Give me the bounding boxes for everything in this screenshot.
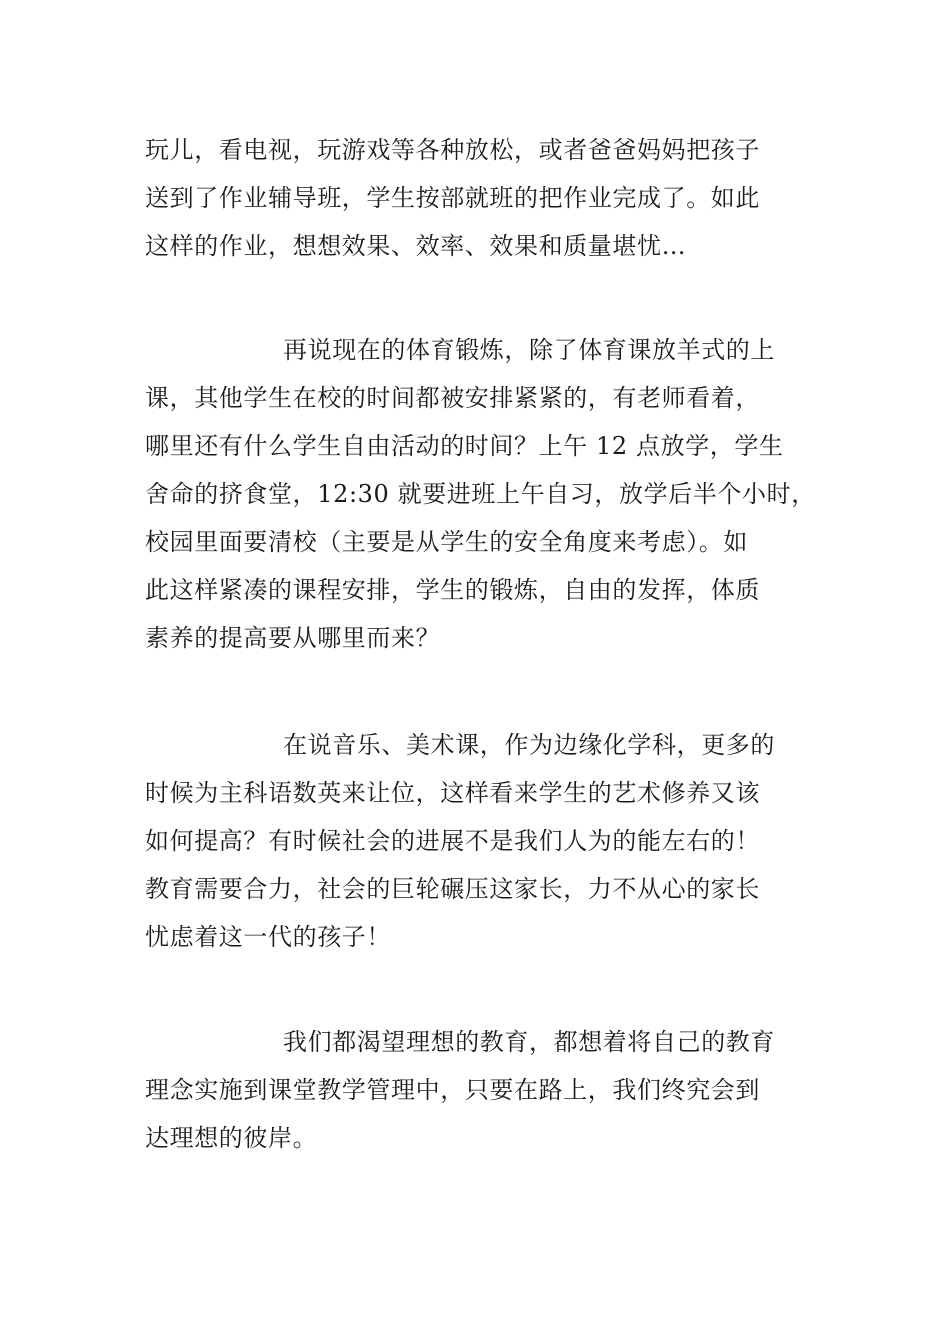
paragraph-music-art: [145, 721, 835, 961]
text-line: 哪里还有什么学生自由活动的时间？上午 12 点放学，学生: [145, 432, 784, 460]
paragraph-ideal-education: [145, 1018, 835, 1162]
text-line: 送到了作业辅导班，学生按部就班的把作业完成了。如此: [145, 184, 760, 212]
text-line: 素养的提高要从哪里而来？: [145, 624, 441, 652]
text-line: 达理想的彼岸。: [145, 1124, 318, 1152]
paragraph-homework: [145, 126, 835, 270]
text-line: 教育需要合力，社会的巨轮碾压这家长，力不从心的家长: [145, 875, 760, 903]
text-line: 在说音乐、美术课，作为边缘化学科，更多的: [283, 731, 775, 759]
text-line: 校园里面要清校（主要是从学生的安全角度来考虑）。如: [145, 528, 748, 556]
text-line: 再说现在的体育锻炼，除了体育课放羊式的上: [283, 336, 775, 364]
text-line: 我们都渴望理想的教育，都想着将自己的教育: [283, 1028, 775, 1056]
text-line: 玩儿，看电视，玩游戏等各种放松，或者爸爸妈妈把孩子: [145, 136, 760, 164]
text-line: 课，其他学生在校的时间都被安排紧紧的，有老师看着，: [145, 384, 760, 412]
paragraph-physical-exercise: [145, 326, 835, 662]
text-line: 此这样紧凑的课程安排，学生的锻炼，自由的发挥，体质: [145, 576, 760, 604]
text-line: 如何提高？有时候社会的进展不是我们人为的能左右的！: [145, 827, 760, 855]
text-line: 这样的作业，想想效果、效率、效果和质量堪忧…: [145, 232, 687, 260]
text-line: 理念实施到课堂教学管理中，只要在路上，我们终究会到: [145, 1076, 760, 1104]
text-line: 时候为主科语数英来让位，这样看来学生的艺术修养又该: [145, 779, 760, 807]
text-line: 忧虑着这一代的孩子！: [145, 923, 391, 951]
text-line: 舍命的挤食堂，12:30 就要进班上午自习，放学后半个小时，: [145, 480, 816, 508]
